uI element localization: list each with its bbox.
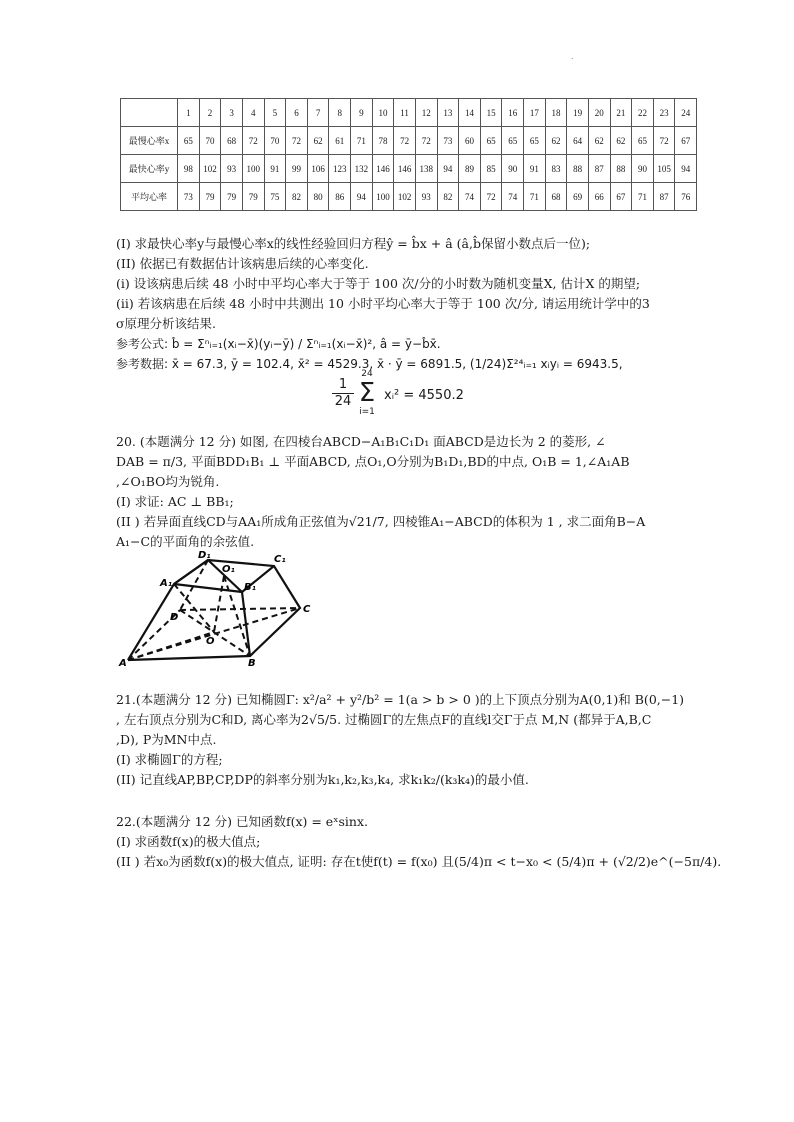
table-cell: 65 bbox=[178, 127, 200, 155]
table-cell: 88 bbox=[567, 155, 589, 183]
table-cell: 79 bbox=[199, 183, 221, 211]
sigma-symbol: Σ bbox=[358, 378, 376, 408]
table-cell: 71 bbox=[351, 127, 373, 155]
q19-part-2: (II) 依据已有数据估计该病患后续的心率变化. bbox=[116, 256, 369, 271]
table-cell: 82 bbox=[286, 183, 308, 211]
table-row bbox=[121, 155, 697, 183]
table-header-cell: 15 bbox=[480, 99, 502, 127]
table-cell: 62 bbox=[307, 127, 329, 155]
table-header-cell: 9 bbox=[351, 99, 373, 127]
table-cell: 70 bbox=[264, 127, 286, 155]
q19-part-2i: (i) 设该病患后续 48 小时中平均心率大于等于 100 次/分的小时数为随机变量X, 估计X 的期望; bbox=[116, 276, 641, 291]
q21-part-1: (I) 求椭圆Γ的方程; bbox=[116, 752, 223, 767]
table-header-row bbox=[121, 99, 697, 127]
table-header-cell: 17 bbox=[524, 99, 546, 127]
q22-part-2: (II ) 若x₀为函数f(x)的极大值点, 证明: 存在t使f(t) = f(x₀) 且(5/4)π < t−x₀ < (5/4)π + (√2/2)e^(−5π/4). bbox=[116, 854, 722, 869]
q20-stem-1: 20. (本题满分 12 分) 如图, 在四棱台ABCD−A₁B₁C₁D₁ 面ABCD是边长为 2 的菱形, ∠ bbox=[116, 434, 606, 449]
table-cell: 72 bbox=[480, 183, 502, 211]
table-cell: 74 bbox=[502, 183, 524, 211]
table-cell: 72 bbox=[415, 127, 437, 155]
table-cell: 87 bbox=[588, 155, 610, 183]
table-cell: 82 bbox=[437, 183, 459, 211]
q21-stem-2: , 左右顶点分别为C和D, 离心率为2√5/5. 过椭圆Γ的左焦点F的直线l交Γ于点 M,N (都异于A,B,C bbox=[116, 712, 652, 727]
table-cell: 72 bbox=[242, 127, 264, 155]
q20-stem-3: ,∠O₁BO均为锐角. bbox=[116, 474, 220, 489]
table-cell: 73 bbox=[437, 127, 459, 155]
table-cell: 98 bbox=[178, 155, 200, 183]
table-row-label: 最快心率y bbox=[121, 155, 178, 183]
q20-part-2-cont: A₁−C的平面角的余弦值. bbox=[116, 534, 255, 549]
table-header-cell: 7 bbox=[307, 99, 329, 127]
table-cell: 68 bbox=[545, 183, 567, 211]
table-cell: 138 bbox=[415, 155, 437, 183]
table-cell: 90 bbox=[632, 155, 654, 183]
table-cell: 105 bbox=[653, 155, 675, 183]
table-cell: 65 bbox=[480, 127, 502, 155]
page-mark: . bbox=[571, 52, 574, 61]
label-D1: D₁ bbox=[198, 550, 211, 561]
table-cell: 100 bbox=[242, 155, 264, 183]
table-cell: 91 bbox=[524, 155, 546, 183]
table-cell: 88 bbox=[610, 155, 632, 183]
question-19 bbox=[116, 234, 716, 374]
table-cell: 60 bbox=[459, 127, 481, 155]
label-A1: A₁ bbox=[160, 578, 173, 589]
q19-part-2ii-cont: σ原理分析该结果. bbox=[116, 316, 217, 331]
table-header-cell: 1 bbox=[178, 99, 200, 127]
table-cell: 90 bbox=[502, 155, 524, 183]
table-cell: 100 bbox=[372, 183, 394, 211]
table-header-cell: 24 bbox=[675, 99, 697, 127]
table-row-label: 平均心率 bbox=[121, 183, 178, 211]
table-cell: 102 bbox=[394, 183, 416, 211]
table-header-cell: 13 bbox=[437, 99, 459, 127]
table-header-cell: 18 bbox=[545, 99, 567, 127]
table-header-cell: 20 bbox=[588, 99, 610, 127]
table-cell: 132 bbox=[351, 155, 373, 183]
table-cell: 69 bbox=[567, 183, 589, 211]
q19-part-1: (I) 求最快心率y与最慢心率x的线性经验回归方程ŷ = b̂x + â (â,b̂保留小数点后一位); bbox=[116, 236, 591, 251]
sum-lower-limit: i=1 bbox=[359, 407, 375, 417]
table-row-label: 最慢心率x bbox=[121, 127, 178, 155]
frustum-figure bbox=[118, 548, 318, 668]
table-header-cell: 2 bbox=[199, 99, 221, 127]
table-cell: 146 bbox=[372, 155, 394, 183]
table-cell: 68 bbox=[221, 127, 243, 155]
table-header-cell: 4 bbox=[242, 99, 264, 127]
q19-part-2ii: (ii) 若该病患在后续 48 小时中共测出 10 小时平均心率大于等于 100 次/分, 请运用统计学中的3 bbox=[116, 296, 650, 311]
table-header-cell: 10 bbox=[372, 99, 394, 127]
table-cell: 94 bbox=[351, 183, 373, 211]
table-cell: 79 bbox=[242, 183, 264, 211]
table-cell: 146 bbox=[394, 155, 416, 183]
table-header-cell: 21 bbox=[610, 99, 632, 127]
table-header-cell: 19 bbox=[567, 99, 589, 127]
label-B: B bbox=[248, 658, 256, 668]
table-header-cell: 8 bbox=[329, 99, 351, 127]
question-20 bbox=[116, 432, 716, 552]
sum-frac-numerator: 1 bbox=[338, 377, 348, 392]
table-cell: 61 bbox=[329, 127, 351, 155]
table-cell: 64 bbox=[567, 127, 589, 155]
table-cell: 123 bbox=[329, 155, 351, 183]
table-cell: 72 bbox=[653, 127, 675, 155]
table-cell: 85 bbox=[480, 155, 502, 183]
table-cell: 94 bbox=[437, 155, 459, 183]
q20-part-1: (I) 求证: AC ⊥ BB₁; bbox=[116, 494, 234, 509]
q19-reference-formula: 参考公式: b̂ = Σⁿᵢ₌₁(xᵢ−x̄)(yᵢ−ȳ) / Σⁿᵢ₌₁(xᵢ−x̄)², â = ȳ−b̂x̄. bbox=[116, 337, 441, 351]
q19-sum-formula bbox=[332, 364, 532, 420]
table-cell: 87 bbox=[653, 183, 675, 211]
table-cell: 94 bbox=[675, 155, 697, 183]
q21-part-2: (II) 记直线AP,BP,CP,DP的斜率分别为k₁,k₂,k₃,k₄, 求k₁k₂/(k₃k₄)的最小值. bbox=[116, 772, 529, 787]
table-header-cell: 6 bbox=[286, 99, 308, 127]
table-header-cell: 22 bbox=[632, 99, 654, 127]
table-cell: 106 bbox=[307, 155, 329, 183]
table-cell: 74 bbox=[459, 183, 481, 211]
q21-stem-3: ,D), P为MN中点. bbox=[116, 732, 217, 747]
table-cell: 73 bbox=[178, 183, 200, 211]
table-cell: 67 bbox=[610, 183, 632, 211]
q19-reference-data: 参考数据: x̄ = 67.3, ȳ = 102.4, x̄² = 4529.3, x̄ · ȳ = 6891.5, (1/24)Σ²⁴ᵢ₌₁ xᵢyᵢ = 6943.5, bbox=[116, 357, 623, 371]
table-cell: 93 bbox=[415, 183, 437, 211]
table-header-cell: 12 bbox=[415, 99, 437, 127]
table-header-cell: 14 bbox=[459, 99, 481, 127]
table-cell: 65 bbox=[502, 127, 524, 155]
table-cell: 65 bbox=[524, 127, 546, 155]
q22-stem: 22.(本题满分 12 分) 已知函数f(x) = eˣsinx. bbox=[116, 814, 368, 829]
table-header-cell: 23 bbox=[653, 99, 675, 127]
table-cell: 99 bbox=[286, 155, 308, 183]
label-B1: B₁ bbox=[244, 582, 257, 593]
label-O: O bbox=[206, 636, 215, 647]
table-cell: 76 bbox=[675, 183, 697, 211]
table-cell: 67 bbox=[675, 127, 697, 155]
table-header-cell: 3 bbox=[221, 99, 243, 127]
table-cell: 70 bbox=[199, 127, 221, 155]
table-cell: 71 bbox=[632, 183, 654, 211]
q20-stem-2: DAB = π/3, 平面BDD₁B₁ ⊥ 平面ABCD, 点O₁,O分别为B₁D₁,BD的中点, O₁B = 1,∠A₁AB bbox=[116, 454, 630, 469]
label-O1: O₁ bbox=[222, 564, 235, 575]
label-A: A bbox=[119, 658, 127, 668]
table-cell: 66 bbox=[588, 183, 610, 211]
label-D: D bbox=[170, 612, 179, 623]
sum-upper-limit: 24 bbox=[361, 369, 373, 379]
table-cell: 86 bbox=[329, 183, 351, 211]
table-cell: 62 bbox=[588, 127, 610, 155]
q20-part-2: (II ) 若异面直线CD与AA₁所成角正弦值为√21/7, 四棱锥A₁−ABCD的体积为 1 , 求二面角B−A bbox=[116, 514, 646, 529]
table-cell: 75 bbox=[264, 183, 286, 211]
table-cell: 71 bbox=[524, 183, 546, 211]
table-header-cell: 5 bbox=[264, 99, 286, 127]
heart-rate-table bbox=[120, 98, 697, 211]
table-corner-cell bbox=[121, 99, 178, 127]
question-22 bbox=[116, 812, 722, 872]
table-cell: 89 bbox=[459, 155, 481, 183]
table-cell: 65 bbox=[632, 127, 654, 155]
table-header-cell: 11 bbox=[394, 99, 416, 127]
table-cell: 93 bbox=[221, 155, 243, 183]
q21-stem-1: 21.(本题满分 12 分) 已知椭圆Γ: x²/a² + y²/b² = 1(a > b > 0 )的上下顶点分别为A(0,1)和 B(0,−1) bbox=[116, 692, 685, 707]
table-cell: 72 bbox=[286, 127, 308, 155]
table-cell: 72 bbox=[394, 127, 416, 155]
table-cell: 62 bbox=[545, 127, 567, 155]
table-header-cell: 16 bbox=[502, 99, 524, 127]
label-C: C bbox=[303, 604, 311, 615]
table-row bbox=[121, 183, 697, 211]
table-cell: 80 bbox=[307, 183, 329, 211]
sum-result: xᵢ² = 4550.2 bbox=[384, 388, 464, 403]
table-cell: 91 bbox=[264, 155, 286, 183]
q22-part-1: (I) 求函数f(x)的极大值点; bbox=[116, 834, 261, 849]
table-cell: 79 bbox=[221, 183, 243, 211]
table-cell: 78 bbox=[372, 127, 394, 155]
table-cell: 102 bbox=[199, 155, 221, 183]
label-C1: C₁ bbox=[274, 554, 286, 565]
table-cell: 62 bbox=[610, 127, 632, 155]
table-row bbox=[121, 127, 697, 155]
sum-frac-denominator: 24 bbox=[334, 394, 352, 409]
question-21 bbox=[116, 690, 716, 790]
table-cell: 83 bbox=[545, 155, 567, 183]
